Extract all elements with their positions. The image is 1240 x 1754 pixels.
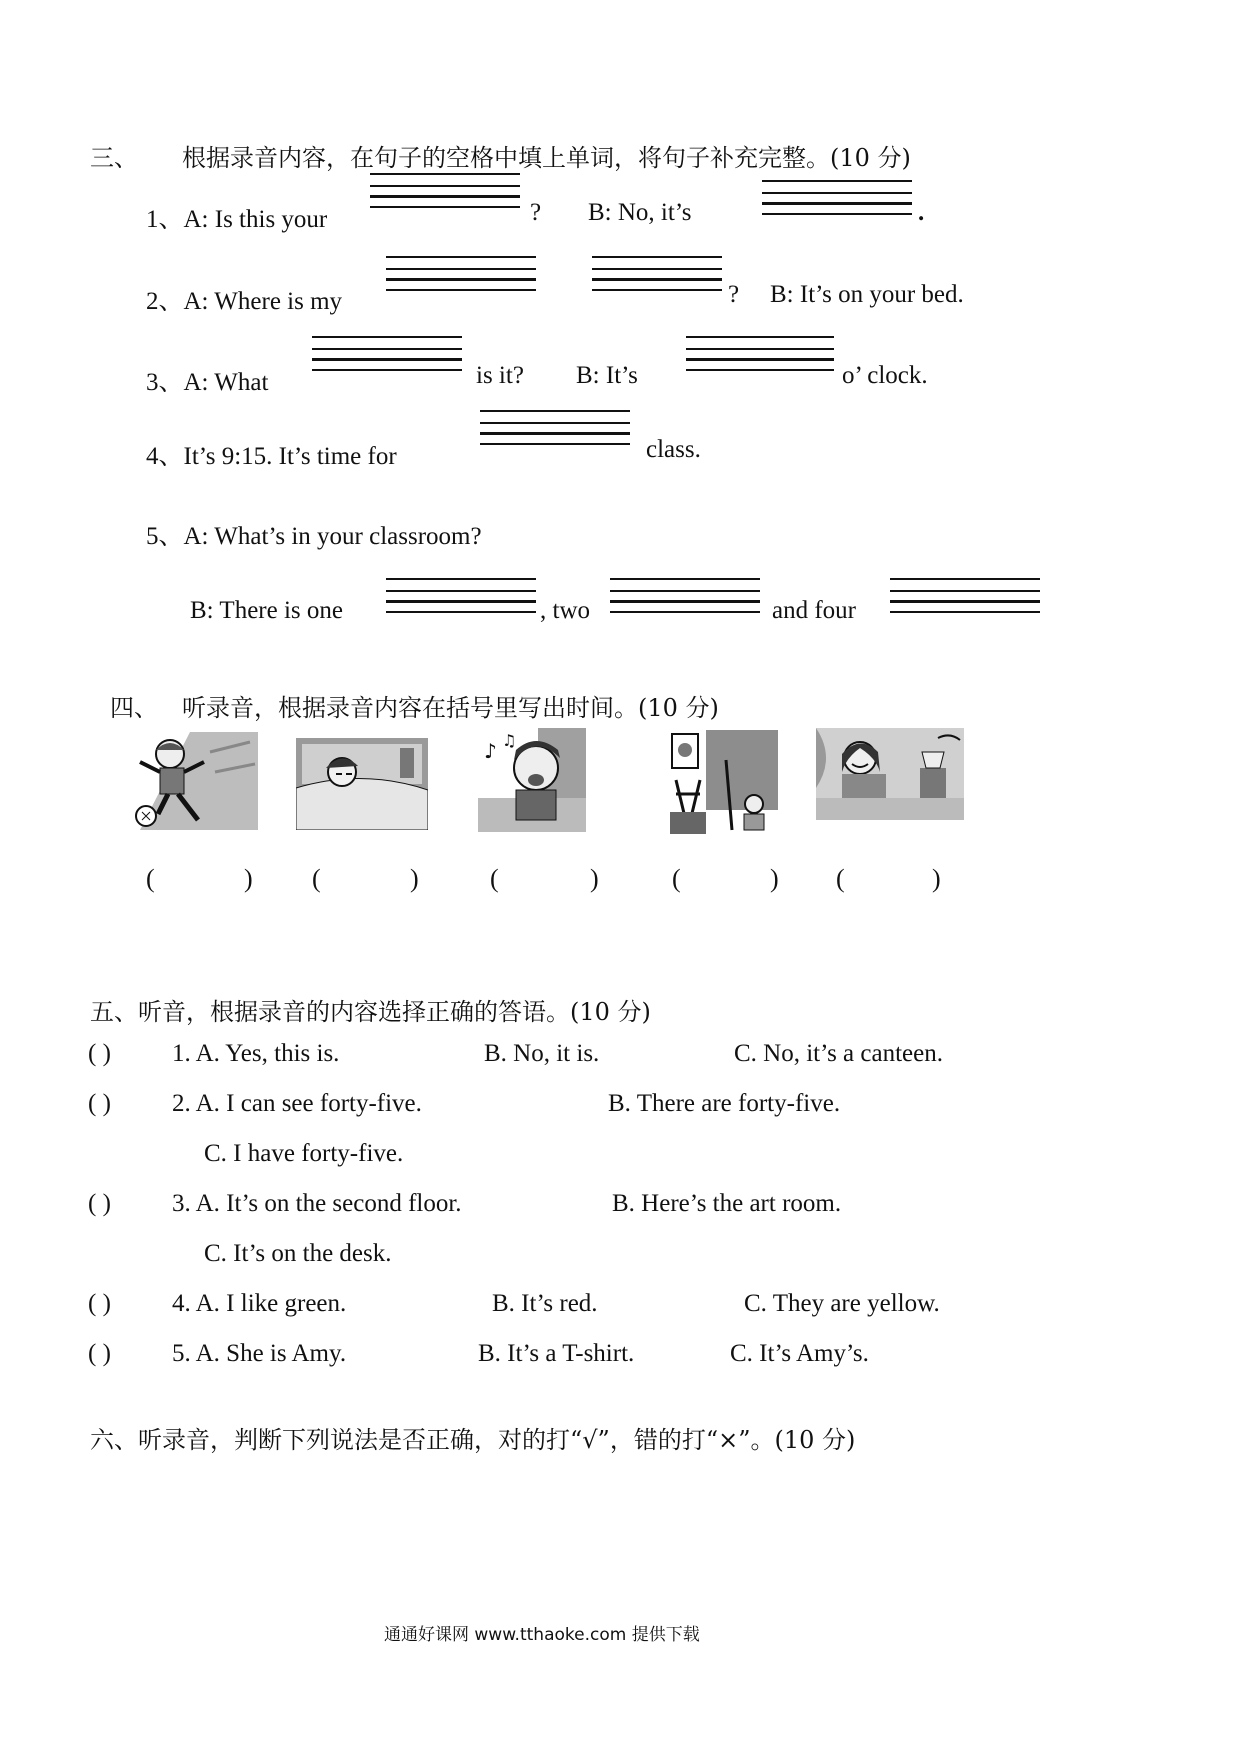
time-answer-paren-close: ) bbox=[244, 864, 253, 893]
boy-singing-icon bbox=[478, 728, 586, 832]
boy-playing-football-icon bbox=[120, 732, 258, 830]
q1-blank-2[interactable] bbox=[762, 180, 912, 216]
section5-instruction: 五、听音，根据录音的内容选择正确的答语。(10 分) bbox=[90, 998, 651, 1026]
time-answer-paren-open: ( bbox=[672, 864, 681, 893]
q1-question-mark: ? bbox=[530, 199, 542, 226]
girl-sleeping-icon bbox=[296, 738, 428, 830]
q5-5-option-a: 5. A. She is Amy. bbox=[172, 1340, 347, 1367]
q5-5-option-c: C. It’s Amy’s. bbox=[730, 1340, 869, 1367]
q5-four: and four bbox=[772, 597, 856, 624]
q3-oclock: o’ clock. bbox=[842, 362, 928, 389]
q5-two: , two bbox=[540, 597, 590, 624]
q5-2-option-c: C. I have forty-five. bbox=[204, 1140, 404, 1167]
q5-3-option-c: C. It’s on the desk. bbox=[204, 1240, 392, 1267]
q5-4-paren[interactable]: ( ) bbox=[88, 1290, 111, 1317]
q5-1-option-a: 1. A. Yes, this is. bbox=[172, 1040, 340, 1067]
q5-question: 5、A: What’s in your classroom? bbox=[146, 523, 482, 550]
q5-1-paren[interactable]: ( ) bbox=[88, 1040, 111, 1067]
q3-answer: B: It’s bbox=[576, 362, 638, 389]
q5-2-option-b: B. There are forty-five. bbox=[608, 1090, 841, 1117]
q5-3-paren[interactable]: ( ) bbox=[88, 1190, 111, 1217]
section3-instruction: 根据录音内容，在句子的空格中填上单词，将句子补充完整。(10 分) bbox=[182, 144, 911, 172]
girl-in-bed-icon bbox=[816, 728, 964, 820]
time-answer-paren-close: ) bbox=[770, 864, 779, 893]
q5-4-option-a: 4. A. I like green. bbox=[172, 1290, 347, 1317]
q5-5-option-b: B. It’s a T-shirt. bbox=[478, 1340, 635, 1367]
time-answer-paren-open: ( bbox=[146, 864, 155, 893]
section4-number: 四、 bbox=[110, 694, 158, 722]
q5-1-option-b: B. No, it is. bbox=[484, 1040, 600, 1067]
q1-blank-1[interactable] bbox=[370, 173, 520, 209]
q4-class: class. bbox=[646, 436, 701, 463]
q1-period: . bbox=[918, 199, 925, 226]
q1-question: 1、A: Is this your bbox=[146, 206, 328, 233]
q5-blank-1[interactable] bbox=[386, 578, 536, 614]
q3-question-mid: is it? bbox=[476, 362, 524, 389]
page-footer: 通通好课网 www.tthaoke.com 提供下载 bbox=[384, 1625, 700, 1645]
q5-4-option-b: B. It’s red. bbox=[492, 1290, 598, 1317]
time-answer-paren-open: ( bbox=[312, 864, 321, 893]
q5-4-option-c: C. They are yellow. bbox=[744, 1290, 940, 1317]
q5-blank-3[interactable] bbox=[890, 578, 1040, 614]
svg-text:♪: ♪ bbox=[484, 739, 497, 763]
q4-question: 4、It’s 9:15. It’s time for bbox=[146, 443, 397, 470]
time-answer-paren-close: ) bbox=[932, 864, 941, 893]
q5-1-option-c: C. No, it’s a canteen. bbox=[734, 1040, 943, 1067]
q1-answer: B: No, it’s bbox=[588, 199, 692, 226]
child-painting-icon bbox=[666, 730, 778, 836]
q5-3-option-a: 3. A. It’s on the second floor. bbox=[172, 1190, 462, 1217]
q2-question-mark: ? bbox=[728, 281, 740, 308]
q5-5-paren[interactable]: ( ) bbox=[88, 1340, 111, 1367]
q2-question: 2、A: Where is my bbox=[146, 288, 343, 315]
q2-answer: B: It’s on your bed. bbox=[770, 281, 964, 308]
q5-answer: B: There is one bbox=[190, 597, 343, 624]
time-answer-paren-open: ( bbox=[836, 864, 845, 893]
section6-instruction: 六、听录音，判断下列说法是否正确，对的打“√”，错的打“×”。(10 分) bbox=[90, 1426, 856, 1454]
q3-blank-1[interactable] bbox=[312, 336, 462, 372]
time-answer-paren-close: ) bbox=[410, 864, 419, 893]
time-answer-paren-open: ( bbox=[490, 864, 499, 893]
svg-text:♫: ♫ bbox=[502, 731, 517, 750]
section3-number: 三、 bbox=[90, 144, 138, 172]
q5-3-option-b: B. Here’s the art room. bbox=[612, 1190, 842, 1217]
q4-blank[interactable] bbox=[480, 410, 630, 446]
q5-2-paren[interactable]: ( ) bbox=[88, 1090, 111, 1117]
q3-question: 3、A: What bbox=[146, 369, 269, 396]
time-answer-paren-close: ) bbox=[590, 864, 599, 893]
q2-blank-1[interactable] bbox=[386, 256, 536, 292]
q5-blank-2[interactable] bbox=[610, 578, 760, 614]
section4-instruction: 听录音，根据录音内容在括号里写出时间。(10 分) bbox=[182, 694, 719, 722]
q2-blank-2[interactable] bbox=[592, 256, 722, 292]
q3-blank-2[interactable] bbox=[686, 336, 834, 372]
q5-2-option-a: 2. A. I can see forty-five. bbox=[172, 1090, 422, 1117]
